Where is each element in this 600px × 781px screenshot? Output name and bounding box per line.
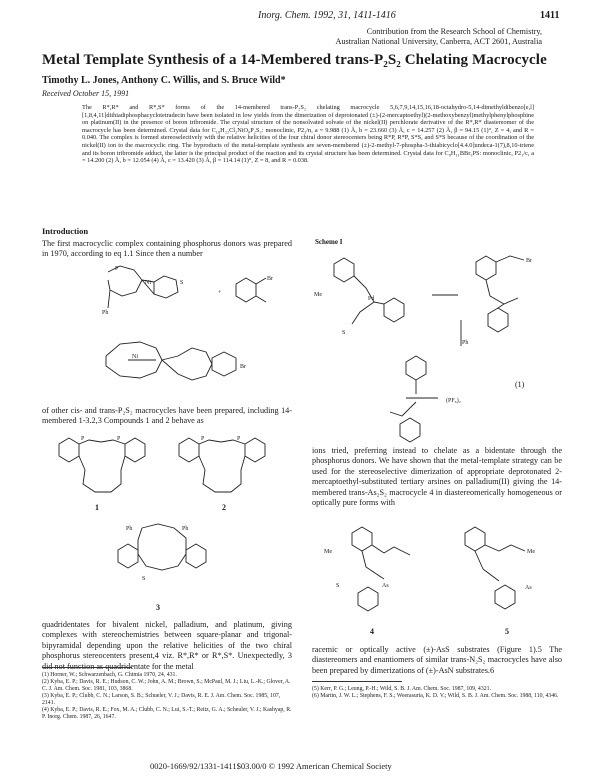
atom-me-4a: Me [324,549,332,555]
scheme-reactant-pd-complex [312,250,432,340]
atom-s-scheme: S [342,330,346,336]
scheme-intermediate-structure [460,248,570,348]
abstract: The R*,R* and R*,S* forms of the 14-membered trans-P₂S₂ chelating macrocycle 5,6,7,9,14,15,16,18-octahydro-5,14-dimethyldibenzo[e,l][1,8,4,11]dithiadiphosphacyclotetradecin have been isolated in low yields from the dimerization of deprotonated (±)-(2-mercaptoethyl)(2-methoxybenzyl)methylphenylphosphine on platinum(II) in the presence of boron tribromide. The crystal structure of the nonsolvated solvate of the nickel(II) perchlorate derivative of the R*,R* diastereomer of the macrocycle has been determined. Crystal data for C₁₈H₂₂Cl₂NiO₈P₂S₂: monoclinic, P2₁/n, a = 9.988 (1) Å, b = 23.660 (3) Å, c = 14.257 (2) Å, β = 94.15 (1)°, Z = 4, and R = 0.040. The complex is formed stereoselectively with the relative helicities of the four chiral donor stereocenters being R*P, R*P, S*S, and S*S because of the coordination of the nickel(II) ion to the macrocyclic ring. The byproducts of the metal-template synthesis are seven-membered (±)-2-methyl-7-phospha-3-thiabicyclo[4.4.0]undeca-1(7),8,10-triene and its boron tribromide adduct, the latter is the principal product of the reaction and its crystal structure has been determined. Crystal data for C₉H₁₁BBr₃PS: monoclinic, P2₁/c, a = 14.200 (2) Å, b = 12.054 (4) Å, c = 13.420 (3) Å, β = 114.14 (1)°, Z = 8, and R = 0.038. [82,104,534,165]
atom-ph-3b: Ph [182,526,189,532]
atom-me-5: Me [527,549,535,555]
atom-as-4: As [382,583,389,589]
atom-s-4: S [336,583,340,589]
atom-ph-3a: Ph [126,526,133,532]
compound-label-4: 4 [370,627,374,636]
svg-text:+: + [218,290,222,296]
atom-p-2b: P [237,436,241,442]
atom-ph-scheme: Ph [462,340,469,346]
right-paragraph-2: racemic or optically active (±)-AsS substrates (Figure 1).5 The diastereomers and enantiomers of similar trans-N₂S₂ macrocycles have also been prepared by dimerizations of (±)-AsN substrates.6 [312,645,562,675]
intro-paragraph-2: of other cis- and trans-P₂S₂ macrocycles have been prepared, including 14-membered 1-3.2,3 Compounds 1 and 2 behave as [42,406,292,426]
received-date: Received October 15, 1991 [42,89,130,98]
atom-p-2a: P [201,436,205,442]
footnote-1: (1) Horner, W.; Schwarzenbach, G. Chimia 1970, 24, 431. [42,672,177,678]
compound-label-5: 5 [505,627,509,636]
footnote-6: (6) Martin, J. W. L.; Stephens, F. S.; Weerasuria, K. D. V.; Wild, S. B. J. Am. Chem. Soc. 1988, 110, 4346. [312,693,559,699]
scheme-label: Scheme I [315,238,343,246]
atom-p: P [115,266,119,272]
article-title: Metal Template Synthesis of a 14-Membered trans-P₂S₂ Chelating Macrocycle [42,52,547,68]
journal-citation: Inorg. Chem. 1992, 31, 1411-1416 [258,10,396,21]
counter-ion-pf6: (PF₆)₂ [446,398,461,404]
footnote-2: (2) Kyba, E. P.; Davis, R. E.; Hudson, C. W.; John, A. M.; Brown, S.; McPaul, M. J.; Liu, L.-K.; Glover, A. C. J. Am. Chem. Soc. 1981, 103, 3868. [42,679,291,692]
footnotes-right [312,686,562,700]
intro-paragraph-1: The first macrocyclic complex containing phosphorus donors was prepared in 1970, according to eq 1.1 Since then a number [42,239,292,259]
footnotes-left [42,672,292,721]
atom-me-scheme: Me [314,292,322,298]
intro-paragraph-3: quadridentates for bivalent nickel, palladium, and platinum, giving complexes with stereochemistries between square-planar and trigonal-bipyramidal depending upon the relative helicities of the two chiral phosphorus stereocenters present,4 viz. R*,R* or R*,S*. Unexpectedly, 3 did not function as quadridentate for the metal [42,620,292,671]
footnote-4: (4) Kyba, E. P.; Davis, R. E.; Fox, M. A.; Clubb, C. N.; Lui, S.-T.; Reitz, G. A.; Scheuler, V. J.; Kashyap, R. P. Inorg. Chem. 1987, 26, 1647. [42,707,292,720]
atom-ph: Ph [102,310,109,316]
compound-label-3: 3 [156,603,160,612]
atom-p-1a: P [81,436,85,442]
introduction-heading: Introduction [42,226,89,236]
footnote-3: (3) Kyba, E. P.; Clubb, C. N.; Larson, S. B.; Schueler, V. J.; Davis, R. E. J. Am. Chem. Soc. 1985, 107, 2141. [42,693,281,706]
reactant-ni-complex-structure [100,262,210,324]
compound-5-structure [455,525,565,625]
scheme-arrow-2 [455,320,467,350]
compound-1-structure [55,430,155,502]
scheme-arrow-1 [432,290,462,300]
compound-2-structure [175,430,275,502]
counter-ion-br: Br [240,364,246,370]
scheme-product-complex [350,352,510,444]
atom-p-1b: P [117,436,121,442]
footnote-rule-left [42,667,132,668]
atom-pd-scheme: Pd [368,296,375,302]
atom-s: S [180,280,184,286]
contribution-affiliation [336,27,542,47]
contribution-line-2: Australian National University, Canberra, ACT 2601, Australia [335,37,542,46]
atom-br: Br [267,276,273,282]
footnote-rule-right [312,681,402,682]
atom-as-5: As [525,585,532,591]
reagent-dibromide-structure [218,272,278,312]
atom-ni: Ni [145,280,151,286]
atom-br-scheme: Br [526,258,532,264]
compound-label-2: 2 [222,503,226,512]
compound-4-structure [322,525,437,625]
equation-number: (1) [515,380,525,389]
copyright-footer: 0020-1669/92/1331-1411$03.00/0 © 1992 American Chemical Society [150,761,392,771]
contribution-line-1: Contribution from the Research School of Chemistry, [366,27,542,36]
atom-s-3: S [142,576,146,582]
product-macrocycle-complex-structure [100,338,275,400]
compound-label-1: 1 [95,503,99,512]
atom-ni-product: Ni [132,354,138,360]
right-paragraph-1: ions tried, preferring instead to chelate as a bidentate through the phosphorus donors. We have shown that the metal-template strategy can be used for the stereoselective dimerization of appropriate deprotonated 2-mercaptoethyl-substituted tertiary arsines on palladium(II) giving the 14-membered trans-As₂S₂ macrocycle 4 in diastereomerically homogeneous or optically pure forms with [312,446,562,508]
compound-3-structure [112,520,212,590]
article-authors: Timothy L. Jones, Anthony C. Willis, and S. Bruce Wild* [42,75,286,86]
footnote-5: (5) Kerr, P. G.; Leung, P.-H.; Wild, S. B. J. Am. Chem. Soc. 1987, 109, 4321. [312,686,491,692]
page-number: 1411 [540,10,560,21]
